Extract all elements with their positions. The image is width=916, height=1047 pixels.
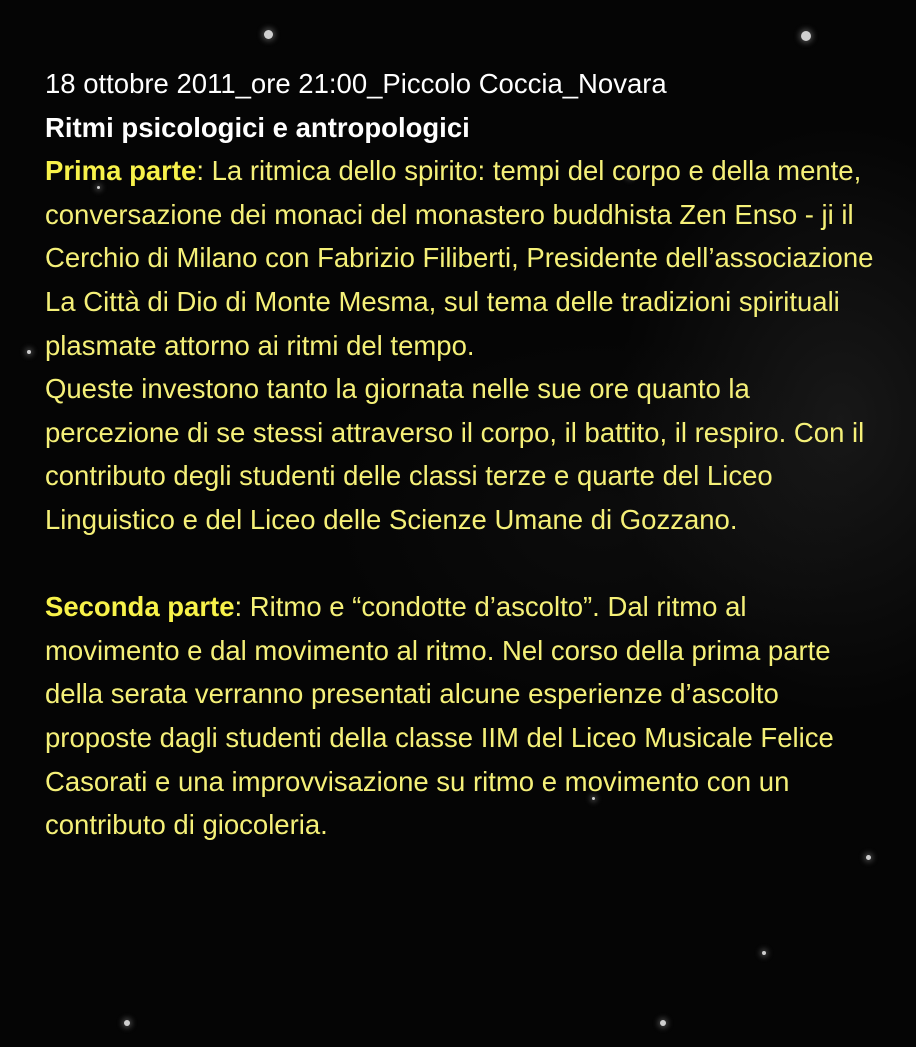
- star-decoration: [264, 30, 273, 39]
- part-one-intro: [45, 149, 875, 367]
- event-description: [45, 62, 875, 847]
- star-decoration: [762, 951, 766, 955]
- paragraph-spacer: [45, 542, 875, 586]
- star-decoration: [866, 855, 871, 860]
- star-decoration: [124, 1020, 130, 1026]
- part-one-paragraph: Queste investono tanto la giornata nelle sue ore quanto la percezione di se stessi attraverso il corpo, il battito, il respiro. Con il contributo degli studenti delle classi terze e quarte del Liceo Linguistico e del Liceo delle Scienze Umane di Gozzano.: [45, 373, 865, 535]
- star-decoration: [27, 350, 31, 354]
- star-decoration: [660, 1020, 666, 1026]
- part-one-text: : La ritmica dello spirito: tempi del corpo e della mente, conversazione dei monaci del monastero buddhista Zen Enso - ji il Cerchio di Milano con Fabrizio Filiberti, Presidente dell’associazione La Città di Dio di Monte Mesma, sul tema delle tradizioni spirituali plasmate attorno ai ritmi del tempo.: [45, 155, 874, 361]
- event-date-line: 18 ottobre 2011_ore 21:00_Piccolo Coccia_Novara: [45, 68, 667, 99]
- event-subtitle: Ritmi psicologici e antropologici: [45, 111, 470, 143]
- part-two-intro: [45, 585, 875, 847]
- part-one-label: Prima parte: [45, 155, 197, 187]
- star-decoration: [801, 31, 811, 41]
- part-two-text: : Ritmo e “condotte d’ascolto”. Dal ritmo al movimento e dal movimento al ritmo. Nel corso della prima parte della serata verranno presentati alcune esperienze d’ascolto proposte dagli studenti della classe IIM del Liceo Musicale Felice Casorati e una improvvisazione su ritmo e movimento con un contributo di giocoleria.: [45, 591, 834, 841]
- part-two-label: Seconda parte: [45, 591, 235, 623]
